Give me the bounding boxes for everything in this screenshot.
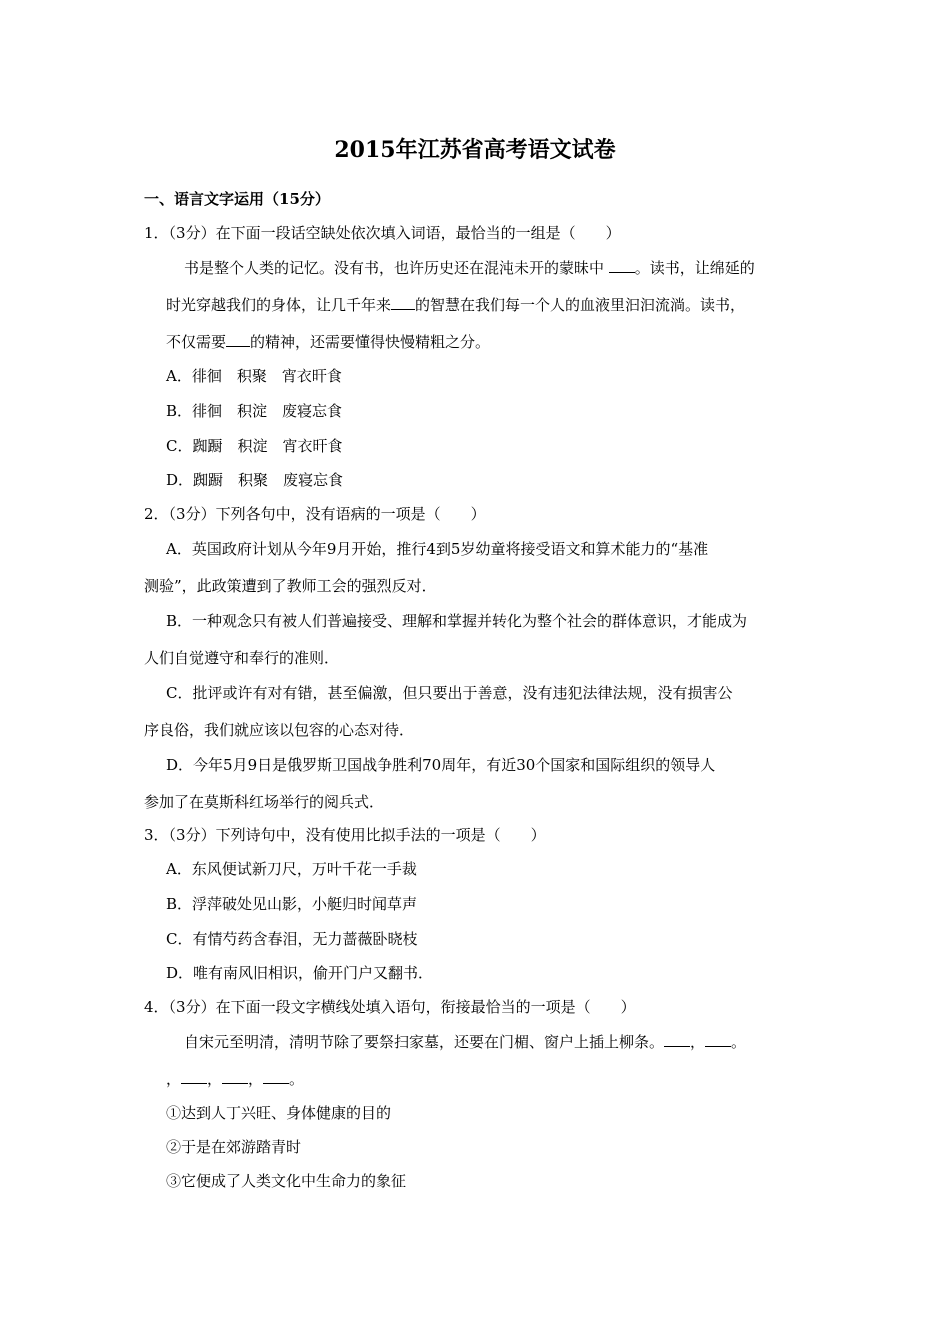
answer-blank[interactable] bbox=[181, 1069, 207, 1084]
question-4-stem: 4．（3分）在下面一段文字横线处填入语句，衔接最恰当的一项是（ ） bbox=[144, 998, 636, 1016]
question-4-item-3: ③它便成了人类文化中生命力的象征 bbox=[166, 1172, 407, 1190]
answer-blank[interactable] bbox=[263, 1069, 289, 1084]
question-1-passage-line-3: 不仅需要 的精神，还需要懂得快慢精粗之分。 bbox=[166, 333, 491, 351]
question-1-option-c: C．踟蹰 积淀 宵衣旰食 bbox=[166, 437, 343, 455]
answer-blank[interactable] bbox=[222, 1069, 248, 1084]
question-2-option-a-line-2: 测验”，此政策遭到了教师工会的强烈反对． bbox=[144, 577, 437, 595]
question-3-option-d: D．唯有南风旧相识，偷开门户又翻书． bbox=[166, 964, 434, 982]
question-2-option-d-line-1: D．今年5月9日是俄罗斯卫国战争胜利70周年，有近30个国家和国际组织的领导人 bbox=[166, 756, 716, 774]
question-2-option-c-line-2: 序良俗，我们就应该以包容的心态对待． bbox=[144, 721, 415, 739]
question-2-option-b-line-1: B．一种观念只有被人们普遍接受、理解和掌握并转化为整个社会的群体意识，才能成为 bbox=[166, 612, 748, 630]
answer-blank[interactable] bbox=[705, 1032, 731, 1047]
question-2-option-a-line-1: A．英国政府计划从今年9月开始，推行4到5岁幼童将接受语文和算术能力的“基准 bbox=[166, 540, 709, 558]
question-2-option-c-line-1: C．批评或许有对有错，甚至偏激，但只要出于善意，没有违犯法律法规，没有损害公 bbox=[166, 684, 733, 702]
answer-blank[interactable] bbox=[609, 258, 635, 273]
document-title: 2015年江苏省高考语文试卷 bbox=[334, 137, 616, 163]
section-heading: 一、语言文字运用（15分） bbox=[144, 190, 330, 208]
question-1-option-a: A．徘徊 积聚 宵衣旰食 bbox=[166, 367, 342, 385]
question-2-option-d-line-2: 参加了在莫斯科红场举行的阅兵式． bbox=[144, 793, 385, 811]
answer-blank[interactable] bbox=[664, 1032, 690, 1047]
question-2-stem: 2．（3分）下列各句中，没有语病的一项是（ ） bbox=[144, 505, 486, 523]
question-3-option-a: A．东风便试新刀尺，万叶千花一手裁 bbox=[166, 860, 417, 878]
question-4-item-2: ②于是在郊游踏青时 bbox=[166, 1138, 302, 1156]
question-1-option-d: D．踟蹰 积聚 废寝忘食 bbox=[166, 471, 344, 489]
answer-blank[interactable] bbox=[226, 332, 250, 347]
question-3-option-b: B．浮萍破处见山影，小艇归时闻草声 bbox=[166, 895, 418, 913]
answer-blank[interactable] bbox=[391, 295, 415, 310]
question-3-option-c: C．有情芍药含春泪，无力蔷薇卧晓枝 bbox=[166, 930, 418, 948]
question-1-option-b: B．徘徊 积淀 废寝忘食 bbox=[166, 402, 343, 420]
question-4-passage-line-1: 自宋元至明清，清明节除了要祭扫家墓，还要在门楣、窗户上插上柳条。 ， 。 bbox=[184, 1033, 747, 1051]
question-3-stem: 3．（3分）下列诗句中，没有使用比拟手法的一项是（ ） bbox=[144, 826, 546, 844]
question-2-option-b-line-2: 人们自觉遵守和奉行的准则． bbox=[144, 649, 340, 667]
question-1-passage-line-1: 书是整个人类的记忆。没有书，也许历史还在混沌未开的蒙昧中 。读书，让绵延的 bbox=[184, 259, 755, 277]
question-4-passage-line-2: ， ， ， 。 bbox=[166, 1070, 305, 1088]
question-1-stem: 1．（3分）在下面一段话空缺处依次填入词语，最恰当的一组是（ ） bbox=[144, 224, 621, 242]
question-1-passage-line-2: 时光穿越我们的身体，让几千年来 的智慧在我们每一个人的血液里汩汩流淌。读书， bbox=[166, 296, 746, 314]
question-4-item-1: ①达到人丁兴旺、身体健康的目的 bbox=[166, 1104, 392, 1122]
